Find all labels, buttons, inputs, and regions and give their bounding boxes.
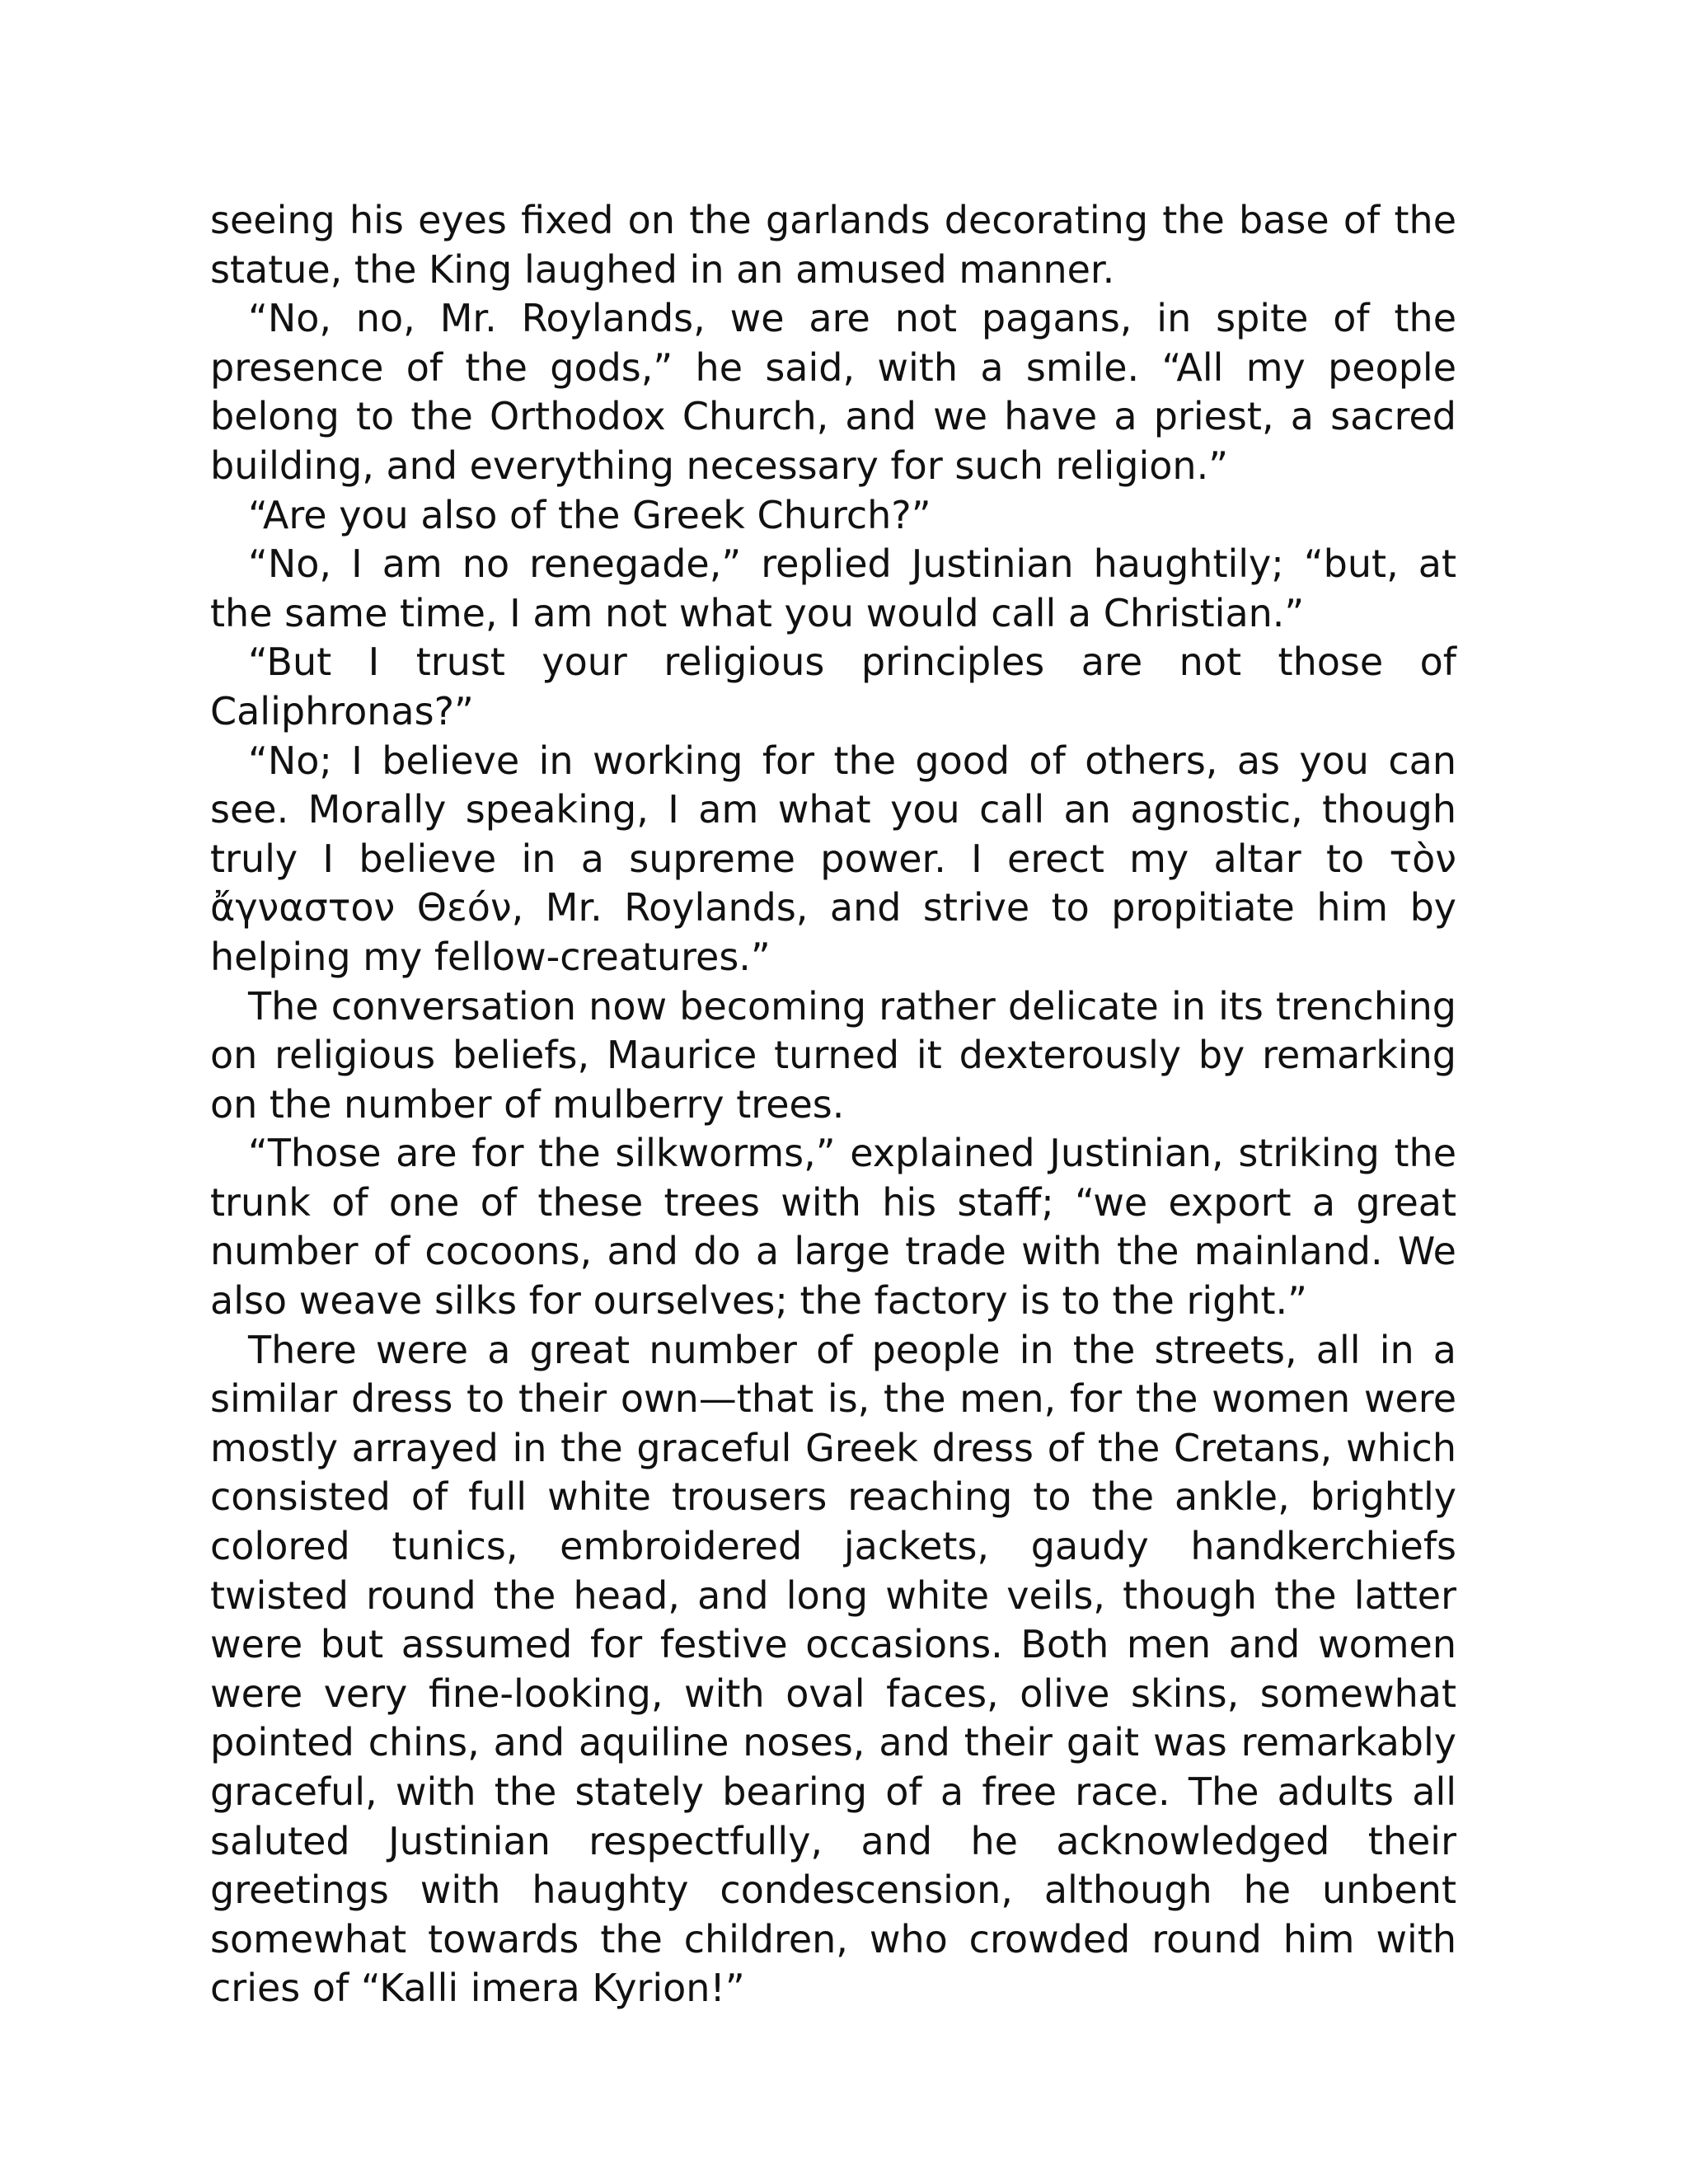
paragraph: seeing his eyes fixed on the garlands decorating the base of the statue, the King laughed in an amused manner.: [210, 198, 1456, 292]
paragraph: The conversation now becoming rather delicate in its trenching on religious beliefs, Maurice turned it dexterously by remarking on the number of mulberry trees.: [210, 983, 1456, 1127]
paragraph: “No, no, Mr. Roylands, we are not pagans, in spite of the presence of the gods,” he said, with a smile. “All my people belong to the Orthodox Church, and we have a priest, a sacred building, and everything necessary for such religion.”: [210, 296, 1456, 488]
paragraph: “No; I believe in working for the good of others, as you can see. Morally speaking, I am what you call an agnostic, though truly I believe in a supreme power. I erect my altar to τὸν ἄγναστον Θεόν, Mr. Roylands, and strive to propitiate him by helping my fellow-creatures.”: [210, 738, 1456, 979]
paragraph: “Are you also of the Greek Church?”: [248, 492, 931, 537]
paragraph: “Those are for the silkworms,” explained Justinian, striking the trunk of one of these trees with his staff; “we export a great number of cocoons, and do a large trade with the mainland. We also weave silks for ourselves; the factory is to the right.”: [210, 1131, 1456, 1324]
paragraph: There were a great number of people in the streets, all in a similar dress to their own—that is, the men, for the women were mostly arrayed in the graceful Greek dress of the Cretans, which consisted of full white trousers reaching to the ankle, brightly colored tunics, embroidered jackets, gaudy handkerchiefs twisted round the head, and long white veils, though the latter were but assumed for festive occasions. Both men and women were very fine-looking, with oval faces, olive skins, somewhat pointed chins, and aquiline noses, and their gait was remarkably graceful, with the stately bearing of a free race. The adults all saluted Justinian respectfully, and he acknowledged their greetings with haughty condescension, although he unbent somewhat towards the children, who crowded round him with cries of “Kalli imera Kyrion!”: [210, 1327, 1456, 2011]
paragraph: “No, I am no renegade,” replied Justinian haughtily; “but, at the same time, I am not what you would call a Christian.”: [210, 541, 1456, 635]
body-text: [210, 196, 1456, 2013]
paragraph: “But I trust your religious principles are not those of Caliphronas?”: [210, 640, 1456, 733]
